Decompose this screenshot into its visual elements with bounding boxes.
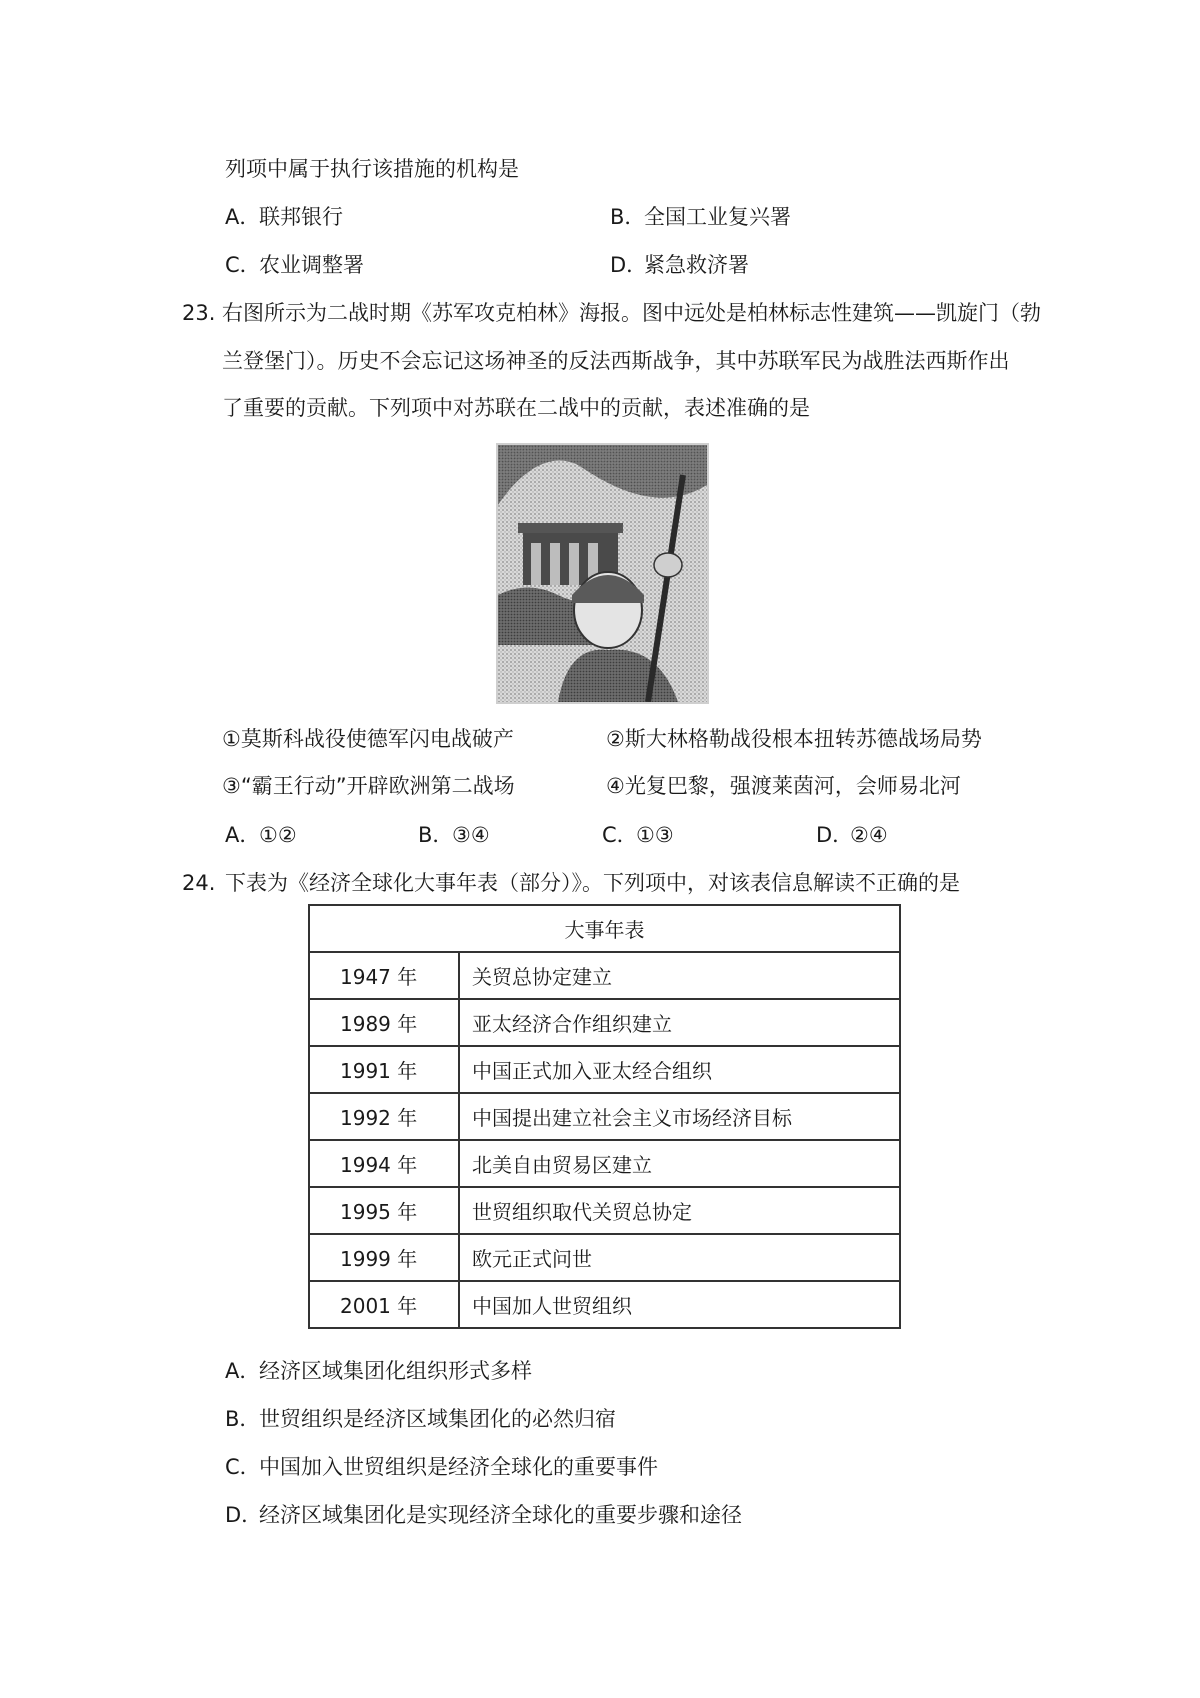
table-row <box>309 952 900 999</box>
option-letter: C． <box>225 1455 261 1479</box>
q22-option-a <box>225 202 343 232</box>
option-text: 经济区域集团化组织形式多样 <box>259 1359 532 1383</box>
table-row <box>309 1140 900 1187</box>
option-letter: A． <box>225 205 261 229</box>
table-cell-event: 中国加人世贸组织 <box>459 1281 900 1328</box>
q24-option-c <box>225 1452 658 1482</box>
table-cell-year: 1995 年 <box>309 1187 459 1234</box>
table-row <box>309 1093 900 1140</box>
table-row <box>309 1281 900 1328</box>
option-letter: D． <box>610 253 648 277</box>
table-cell-year: 1994 年 <box>309 1140 459 1187</box>
option-text: 世贸组织是经济区域集团化的必然归宿 <box>259 1407 616 1431</box>
table-cell-event: 欧元正式问世 <box>459 1234 900 1281</box>
q23-option-d <box>816 820 888 850</box>
q24-option-b <box>225 1404 616 1434</box>
events-table <box>308 904 901 1329</box>
q23-statement-3: ③“霸王行动”开辟欧洲第二战场 <box>222 774 515 798</box>
option-text: ③④ <box>452 823 490 847</box>
soviet-poster-image <box>496 443 709 704</box>
q23-stem-line-3: 了重要的贡献。下列项中对苏联在二战中的贡献，表述准确的是 <box>222 396 810 420</box>
option-text: 经济区域集团化是实现经济全球化的重要步骤和途径 <box>259 1503 742 1527</box>
table-cell-year: 2001 年 <box>309 1281 459 1328</box>
table-cell-event: 中国正式加入亚太经合组织 <box>459 1046 900 1093</box>
option-text: ①② <box>259 823 297 847</box>
q23-option-b <box>418 820 490 850</box>
q24-option-d <box>225 1500 742 1530</box>
option-letter: A． <box>225 1359 261 1383</box>
table-cell-year: 1947 年 <box>309 952 459 999</box>
table-row <box>309 1046 900 1093</box>
option-text: 联邦银行 <box>259 205 343 229</box>
table-row <box>309 999 900 1046</box>
table-cell-year: 1991 年 <box>309 1046 459 1093</box>
option-letter: A． <box>225 823 261 847</box>
option-text: 紧急救济署 <box>644 253 749 277</box>
q22-option-c <box>225 250 364 280</box>
option-letter: B． <box>418 823 454 847</box>
option-letter: D． <box>816 823 854 847</box>
q22-option-b <box>610 202 791 232</box>
option-text: 农业调整署 <box>259 253 364 277</box>
q23-statement-4: ④光复巴黎，强渡莱茵河，会师易北河 <box>606 774 961 798</box>
table-header-row <box>309 905 900 952</box>
option-text: 全国工业复兴署 <box>644 205 791 229</box>
q23-option-a <box>225 820 297 850</box>
table-cell-event: 关贸总协定建立 <box>459 952 900 999</box>
option-text: 中国加入世贸组织是经济全球化的重要事件 <box>259 1455 658 1479</box>
q23-statement-1: ①莫斯科战役使德军闪电战破产 <box>222 727 514 751</box>
q23-number: 23. <box>182 301 216 325</box>
q23-option-c <box>602 820 674 850</box>
option-text: ②④ <box>850 823 888 847</box>
option-letter: C． <box>225 253 261 277</box>
option-text: ①③ <box>636 823 674 847</box>
table-cell-year: 1989 年 <box>309 999 459 1046</box>
q24-stem: 下表为《经济全球化大事年表（部分）》。下列项中，对该表信息解读不正确的是 <box>225 871 960 895</box>
q23-statement-2: ②斯大林格勒战役根本扭转苏德战场局势 <box>606 727 982 751</box>
table-cell-event: 世贸组织取代关贸总协定 <box>459 1187 900 1234</box>
table-cell-year: 1992 年 <box>309 1093 459 1140</box>
q24-number: 24. <box>182 871 216 895</box>
q22-stem-tail: 列项中属于执行该措施的机构是 <box>225 157 519 181</box>
q24-option-a <box>225 1356 532 1386</box>
option-letter: B． <box>610 205 646 229</box>
table-cell-event: 亚太经济合作组织建立 <box>459 999 900 1046</box>
table-cell-year: 1999 年 <box>309 1234 459 1281</box>
option-letter: D． <box>225 1503 263 1527</box>
table-row <box>309 1234 900 1281</box>
table-cell-event: 北美自由贸易区建立 <box>459 1140 900 1187</box>
q22-option-d <box>610 250 749 280</box>
q23-stem-line-1: 右图所示为二战时期《苏军攻克柏林》海报。图中远处是柏林标志性建筑——凯旋门（勃 <box>222 301 1041 325</box>
option-letter: B． <box>225 1407 261 1431</box>
q23-stem-line-2: 兰登堡门）。历史不会忘记这场神圣的反法西斯战争，其中苏联军民为战胜法西斯作出 <box>222 349 1010 373</box>
table-row <box>309 1187 900 1234</box>
option-letter: C． <box>602 823 638 847</box>
table-title: 大事年表 <box>309 905 900 952</box>
table-cell-event: 中国提出建立社会主义市场经济目标 <box>459 1093 900 1140</box>
